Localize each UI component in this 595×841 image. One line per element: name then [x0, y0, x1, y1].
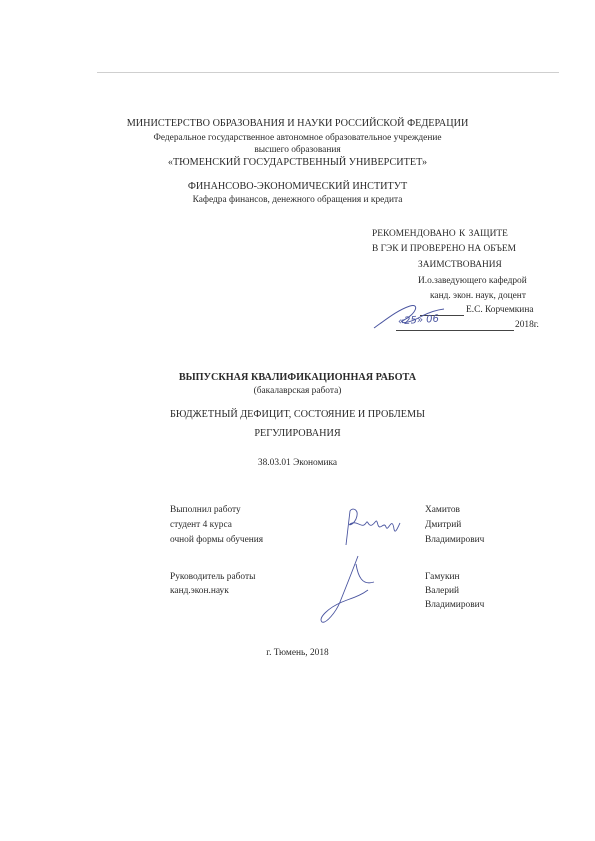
institute-name: ФИНАНСОВО-ЭКОНОМИЧЕСКИЙ ИНСТИТУТ [187, 181, 408, 192]
student-signature [340, 505, 402, 551]
university-name: «ТЮМЕНСКИЙ ГОСУДАРСТВЕННЫЙ УНИВЕРСИТЕТ» [167, 157, 428, 168]
institution-line-2: высшего образования [254, 145, 341, 155]
supervisor-patronymic: Владимирович [425, 600, 485, 610]
institution-line-1: Федеральное государственное автономное образовательное учреждение [153, 133, 442, 143]
supervisor-line-1: Руководитель работы [170, 572, 256, 582]
approval-year: 2018г. [515, 320, 539, 330]
topic-line-1: БЮДЖЕТНЫЙ ДЕФИЦИТ, СОСТОЯНИЕ И ПРОБЛЕМЫ [170, 409, 425, 420]
approval-line-2: В ГЭК И ПРОВЕРЕНО НА ОБЪЕМ [372, 244, 516, 254]
work-kind: (бакалаврская работа) [253, 386, 342, 396]
city-year: г. Тюмень, 2018 [266, 648, 329, 658]
department-name: Кафедра финансов, денежного обращения и кредита [192, 195, 403, 205]
approval-signature [370, 300, 450, 336]
approval-line-3: ЗАИМСТВОВАНИЯ [418, 260, 502, 270]
supervisor-surname: Гамукин [425, 572, 460, 582]
student-line-2: студент 4 курса [170, 520, 232, 530]
student-surname: Хамитов [425, 505, 460, 515]
topic-line-2: РЕГУЛИРОВАНИЯ [254, 428, 341, 439]
specialty: 38.03.01 Экономика [257, 458, 338, 468]
scan-edge-line [97, 72, 559, 73]
approval-name: Е.С. Корчемкина [466, 305, 534, 315]
approval-role: И.о.заведующего кафедрой [418, 276, 527, 286]
ministry-line: МИНИСТЕРСТВО ОБРАЗОВАНИЯ И НАУКИ РОССИЙСКОЙ ФЕДЕРАЦИИ [126, 118, 469, 129]
student-first-name: Дмитрий [425, 520, 462, 530]
student-patronymic: Владимирович [425, 535, 485, 545]
work-type: ВЫПУСКНАЯ КВАЛИФИКАЦИОННАЯ РАБОТА [178, 372, 417, 383]
supervisor-first-name: Валерий [425, 586, 460, 596]
approval-degree: канд. экон. наук, доцент [430, 291, 526, 301]
supervisor-signature [318, 552, 378, 628]
approval-line-1: РЕКОМЕНДОВАНО К ЗАЩИТЕ [372, 229, 508, 239]
handwritten-date: «25» 06 [397, 313, 440, 328]
student-line-1: Выполнил работу [170, 505, 241, 515]
supervisor-line-2: канд.экон.наук [170, 586, 229, 596]
student-line-3: очной формы обучения [170, 535, 264, 545]
